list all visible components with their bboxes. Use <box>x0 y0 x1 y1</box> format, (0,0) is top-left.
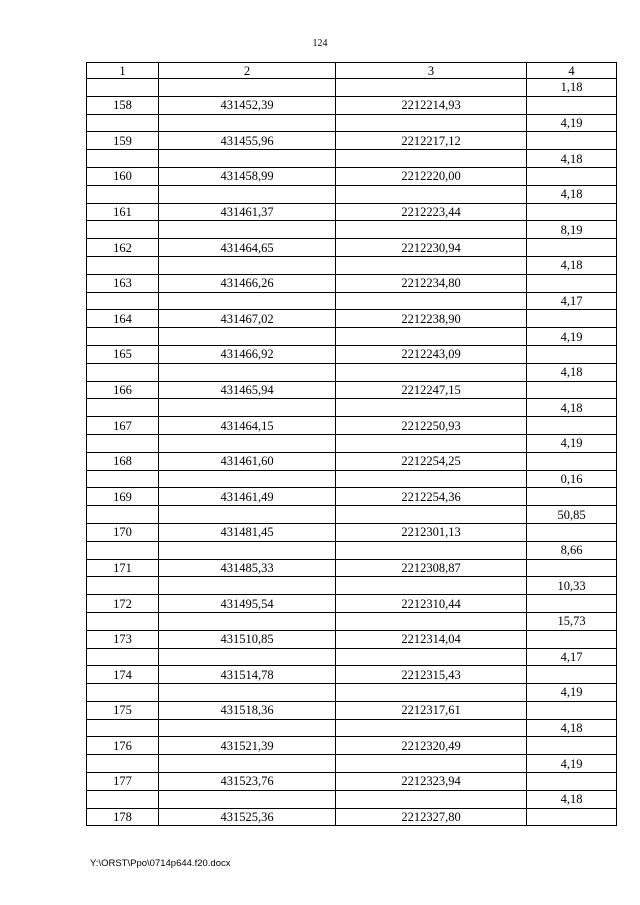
distance-cell: 4,17 <box>527 648 617 666</box>
point-number-cell: 166 <box>87 381 159 399</box>
x-coordinate-cell <box>159 470 336 488</box>
table-row-distance <box>87 541 617 559</box>
x-coordinate-cell: 431455,96 <box>159 132 336 150</box>
y-coordinate-cell: 2212234,80 <box>336 274 527 292</box>
x-coordinate-cell: 431466,92 <box>159 345 336 363</box>
point-number-cell: 172 <box>87 595 159 613</box>
distance-cell <box>527 132 617 150</box>
y-coordinate-cell: 2212301,13 <box>336 523 527 541</box>
x-coordinate-cell <box>159 612 336 630</box>
point-number-cell <box>87 719 159 737</box>
point-number-cell: 168 <box>87 452 159 470</box>
point-number-cell: 170 <box>87 523 159 541</box>
table-row-distance <box>87 292 617 310</box>
distance-cell: 4,18 <box>527 185 617 203</box>
table-row-distance <box>87 434 617 452</box>
table-row-distance <box>87 790 617 808</box>
distance-cell <box>527 808 617 826</box>
y-coordinate-cell <box>336 541 527 559</box>
point-number-cell <box>87 79 159 97</box>
distance-cell <box>527 345 617 363</box>
point-number-cell <box>87 399 159 417</box>
table-row-point <box>87 701 617 719</box>
point-number-cell: 178 <box>87 808 159 826</box>
x-coordinate-cell: 431521,39 <box>159 737 336 755</box>
point-number-cell: 159 <box>87 132 159 150</box>
x-coordinate-cell: 431518,36 <box>159 701 336 719</box>
table-row-distance <box>87 719 617 737</box>
table-row-distance <box>87 577 617 595</box>
y-coordinate-cell: 2212214,93 <box>336 96 527 114</box>
x-coordinate-cell: 431525,36 <box>159 808 336 826</box>
point-number-cell: 158 <box>87 96 159 114</box>
point-number-cell: 165 <box>87 345 159 363</box>
page-number: 124 <box>312 38 328 49</box>
x-coordinate-cell <box>159 221 336 239</box>
table-row-point <box>87 523 617 541</box>
x-coordinate-cell <box>159 185 336 203</box>
x-coordinate-cell: 431464,65 <box>159 239 336 257</box>
point-number-cell: 160 <box>87 167 159 185</box>
x-coordinate-cell: 431523,76 <box>159 773 336 791</box>
y-coordinate-cell <box>336 719 527 737</box>
y-coordinate-cell: 2212320,49 <box>336 737 527 755</box>
distance-cell <box>527 737 617 755</box>
table-body <box>87 79 617 826</box>
distance-cell: 4,18 <box>527 150 617 168</box>
distance-cell: 4,19 <box>527 328 617 346</box>
point-number-cell <box>87 648 159 666</box>
y-coordinate-cell: 2212327,80 <box>336 808 527 826</box>
distance-cell: 4,18 <box>527 719 617 737</box>
point-number-cell <box>87 684 159 702</box>
distance-cell: 4,18 <box>527 790 617 808</box>
distance-cell: 4,19 <box>527 114 617 132</box>
distance-cell: 4,18 <box>527 363 617 381</box>
y-coordinate-cell <box>336 114 527 132</box>
x-coordinate-cell: 431495,54 <box>159 595 336 613</box>
y-coordinate-cell <box>336 506 527 524</box>
distance-cell: 4,19 <box>527 434 617 452</box>
point-number-cell <box>87 150 159 168</box>
y-coordinate-cell <box>336 684 527 702</box>
x-coordinate-cell: 431464,15 <box>159 417 336 435</box>
y-coordinate-cell <box>336 399 527 417</box>
distance-cell: 4,19 <box>527 684 617 702</box>
point-number-cell: 163 <box>87 274 159 292</box>
x-coordinate-cell: 431452,39 <box>159 96 336 114</box>
table-row-point <box>87 274 617 292</box>
table-row-point <box>87 167 617 185</box>
x-coordinate-cell <box>159 114 336 132</box>
y-coordinate-cell: 2212254,25 <box>336 452 527 470</box>
header-cell-distance: 4 <box>527 63 617 79</box>
point-number-cell: 177 <box>87 773 159 791</box>
distance-cell <box>527 274 617 292</box>
distance-cell: 4,19 <box>527 755 617 773</box>
distance-cell <box>527 452 617 470</box>
x-coordinate-cell <box>159 363 336 381</box>
y-coordinate-cell: 2212250,93 <box>336 417 527 435</box>
y-coordinate-cell <box>336 755 527 773</box>
y-coordinate-cell: 2212308,87 <box>336 559 527 577</box>
y-coordinate-cell: 2212254,36 <box>336 488 527 506</box>
y-coordinate-cell: 2212217,12 <box>336 132 527 150</box>
distance-cell <box>527 666 617 684</box>
point-number-cell: 162 <box>87 239 159 257</box>
table-row-point <box>87 96 617 114</box>
distance-cell <box>527 523 617 541</box>
table-row-distance <box>87 328 617 346</box>
x-coordinate-cell <box>159 577 336 595</box>
distance-cell: 4,18 <box>527 399 617 417</box>
footer-file-path: Y:\ORST\Ppo\0714p644.f20.docx <box>90 858 231 869</box>
y-coordinate-cell <box>336 79 527 97</box>
point-number-cell <box>87 114 159 132</box>
distance-cell: 8,66 <box>527 541 617 559</box>
x-coordinate-cell <box>159 684 336 702</box>
x-coordinate-cell: 431466,26 <box>159 274 336 292</box>
table-row-distance <box>87 612 617 630</box>
table-row-distance <box>87 399 617 417</box>
point-number-cell: 173 <box>87 630 159 648</box>
point-number-cell <box>87 755 159 773</box>
distance-cell <box>527 630 617 648</box>
point-number-cell <box>87 541 159 559</box>
table-row-distance <box>87 470 617 488</box>
x-coordinate-cell <box>159 79 336 97</box>
y-coordinate-cell: 2212310,44 <box>336 595 527 613</box>
table-row-distance <box>87 221 617 239</box>
distance-cell <box>527 239 617 257</box>
table-row-point <box>87 381 617 399</box>
y-coordinate-cell: 2212314,04 <box>336 630 527 648</box>
x-coordinate-cell: 431465,94 <box>159 381 336 399</box>
x-coordinate-cell: 431467,02 <box>159 310 336 328</box>
distance-cell: 1,18 <box>527 79 617 97</box>
x-coordinate-cell: 431514,78 <box>159 666 336 684</box>
x-coordinate-cell <box>159 506 336 524</box>
x-coordinate-cell: 431481,45 <box>159 523 336 541</box>
distance-cell: 8,19 <box>527 221 617 239</box>
point-number-cell: 164 <box>87 310 159 328</box>
table-row-point <box>87 239 617 257</box>
point-number-cell <box>87 185 159 203</box>
x-coordinate-cell <box>159 150 336 168</box>
x-coordinate-cell <box>159 256 336 274</box>
y-coordinate-cell: 2212238,90 <box>336 310 527 328</box>
distance-cell: 4,18 <box>527 256 617 274</box>
distance-cell <box>527 773 617 791</box>
table-header <box>87 63 617 79</box>
point-number-cell <box>87 363 159 381</box>
table-row-distance <box>87 79 617 97</box>
distance-cell: 15,73 <box>527 612 617 630</box>
header-cell-x: 2 <box>159 63 336 79</box>
point-number-cell <box>87 434 159 452</box>
point-number-cell: 175 <box>87 701 159 719</box>
distance-cell <box>527 96 617 114</box>
y-coordinate-cell <box>336 612 527 630</box>
point-number-cell: 176 <box>87 737 159 755</box>
table-row-distance <box>87 363 617 381</box>
header-row <box>87 63 617 79</box>
y-coordinate-cell <box>336 470 527 488</box>
table-row-distance <box>87 150 617 168</box>
y-coordinate-cell: 2212323,94 <box>336 773 527 791</box>
header-cell-y: 3 <box>336 63 527 79</box>
x-coordinate-cell <box>159 790 336 808</box>
point-number-cell <box>87 612 159 630</box>
y-coordinate-cell <box>336 434 527 452</box>
distance-cell: 10,33 <box>527 577 617 595</box>
x-coordinate-cell: 431458,99 <box>159 167 336 185</box>
distance-cell <box>527 310 617 328</box>
point-number-cell <box>87 506 159 524</box>
x-coordinate-cell: 431461,49 <box>159 488 336 506</box>
point-number-cell: 169 <box>87 488 159 506</box>
x-coordinate-cell: 431461,60 <box>159 452 336 470</box>
y-coordinate-cell <box>336 363 527 381</box>
x-coordinate-cell <box>159 719 336 737</box>
point-number-cell: 167 <box>87 417 159 435</box>
y-coordinate-cell: 2212243,09 <box>336 345 527 363</box>
coordinates-table <box>86 62 617 826</box>
table-row-point <box>87 345 617 363</box>
table-row-distance <box>87 648 617 666</box>
point-number-cell: 174 <box>87 666 159 684</box>
y-coordinate-cell <box>336 292 527 310</box>
point-number-cell: 161 <box>87 203 159 221</box>
distance-cell <box>527 381 617 399</box>
x-coordinate-cell <box>159 328 336 346</box>
distance-cell <box>527 203 617 221</box>
y-coordinate-cell: 2212223,44 <box>336 203 527 221</box>
x-coordinate-cell <box>159 434 336 452</box>
y-coordinate-cell <box>336 221 527 239</box>
y-coordinate-cell: 2212317,61 <box>336 701 527 719</box>
table-row-point <box>87 595 617 613</box>
table-row-distance <box>87 256 617 274</box>
x-coordinate-cell: 431485,33 <box>159 559 336 577</box>
table-row-distance <box>87 755 617 773</box>
x-coordinate-cell <box>159 755 336 773</box>
x-coordinate-cell <box>159 541 336 559</box>
table-row-distance <box>87 506 617 524</box>
y-coordinate-cell <box>336 256 527 274</box>
distance-cell <box>527 167 617 185</box>
x-coordinate-cell <box>159 399 336 417</box>
table-row-point <box>87 417 617 435</box>
table-row-point <box>87 808 617 826</box>
distance-cell <box>527 595 617 613</box>
header-cell-point-number: 1 <box>87 63 159 79</box>
x-coordinate-cell <box>159 292 336 310</box>
distance-cell <box>527 559 617 577</box>
distance-cell: 50,85 <box>527 506 617 524</box>
table-row-point <box>87 452 617 470</box>
y-coordinate-cell: 2212315,43 <box>336 666 527 684</box>
table-row-point <box>87 559 617 577</box>
point-number-cell <box>87 790 159 808</box>
table-row-point <box>87 773 617 791</box>
distance-cell <box>527 417 617 435</box>
y-coordinate-cell: 2212247,15 <box>336 381 527 399</box>
point-number-cell <box>87 292 159 310</box>
point-number-cell <box>87 577 159 595</box>
distance-cell: 0,16 <box>527 470 617 488</box>
x-coordinate-cell <box>159 648 336 666</box>
table-row-distance <box>87 684 617 702</box>
y-coordinate-cell: 2212220,00 <box>336 167 527 185</box>
y-coordinate-cell: 2212230,94 <box>336 239 527 257</box>
point-number-cell <box>87 470 159 488</box>
y-coordinate-cell <box>336 790 527 808</box>
table-row-point <box>87 630 617 648</box>
point-number-cell <box>87 221 159 239</box>
point-number-cell <box>87 328 159 346</box>
table-row-point <box>87 203 617 221</box>
table-row-point <box>87 310 617 328</box>
table-row-point <box>87 666 617 684</box>
distance-cell: 4,17 <box>527 292 617 310</box>
y-coordinate-cell <box>336 185 527 203</box>
table-row-point <box>87 737 617 755</box>
point-number-cell <box>87 256 159 274</box>
y-coordinate-cell <box>336 150 527 168</box>
table-row-point <box>87 488 617 506</box>
point-number-cell: 171 <box>87 559 159 577</box>
table-row-distance <box>87 185 617 203</box>
y-coordinate-cell <box>336 648 527 666</box>
distance-cell <box>527 488 617 506</box>
table-row-distance <box>87 114 617 132</box>
x-coordinate-cell: 431461,37 <box>159 203 336 221</box>
x-coordinate-cell: 431510,85 <box>159 630 336 648</box>
y-coordinate-cell <box>336 328 527 346</box>
table-row-point <box>87 132 617 150</box>
y-coordinate-cell <box>336 577 527 595</box>
distance-cell <box>527 701 617 719</box>
